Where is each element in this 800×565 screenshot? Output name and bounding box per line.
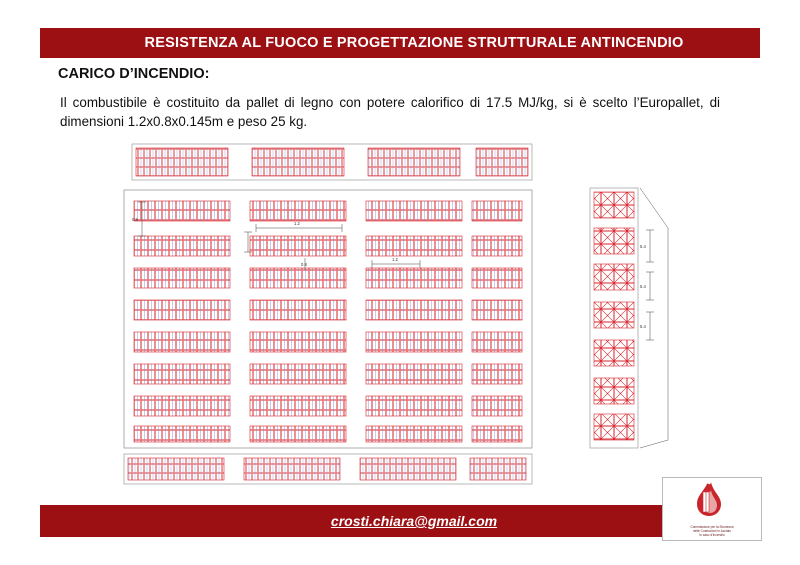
rack-rows [134, 201, 522, 442]
footer-band [68, 505, 760, 537]
dim-label: 0.8 [301, 262, 307, 267]
rack-row [134, 268, 522, 288]
dim-label: 5.4 [640, 244, 646, 249]
section-heading: CARICO D’INCENDIO: [58, 66, 210, 82]
flame-icon [663, 478, 759, 524]
rack-row [134, 364, 522, 384]
dim-label: 5.4 [640, 324, 646, 329]
organization-logo [662, 477, 762, 541]
dim-label: 1.2 [392, 257, 398, 262]
rack-row [134, 201, 522, 221]
logo-caption [663, 525, 761, 537]
rack-row [134, 426, 522, 442]
logo-caption-line1: Commissione per la Sicurezza [690, 524, 734, 529]
logo-caption-line3: in caso d’incendio [699, 532, 725, 537]
contact-email-link[interactable]: crosti.chiara@gmail.com [330, 513, 498, 529]
rack-row [134, 236, 522, 256]
rack-row [134, 332, 522, 352]
top-strip [132, 144, 532, 180]
rack-row [134, 396, 522, 416]
plan-svg [120, 140, 690, 485]
dim-label: 5.4 [640, 284, 646, 289]
bottom-strip [124, 454, 532, 484]
rack-row [134, 300, 522, 320]
dim-label: 1.2 [294, 221, 300, 226]
side-section [590, 188, 668, 448]
body-paragraph: Il combustibile è costituito da pallet di legno con potere calorifico di 17.5 MJ/kg, si è scelto l’Europallet, di dimensioni 1.2x0.8x0.145m e peso 25 kg. [60, 95, 720, 130]
logo-caption-line2: delle Costruzioni in Acciaio [693, 528, 731, 533]
footer-band-left-cap [40, 505, 68, 537]
header-band-left-cap [40, 28, 68, 58]
page-title: RESISTENZA AL FUOCO E PROGETTAZIONE STRUTTURALE ANTINCENDIO [144, 35, 684, 51]
warehouse-plan-drawing [120, 140, 690, 485]
dim-label: 0.8 [132, 217, 138, 222]
header-band [68, 28, 760, 58]
